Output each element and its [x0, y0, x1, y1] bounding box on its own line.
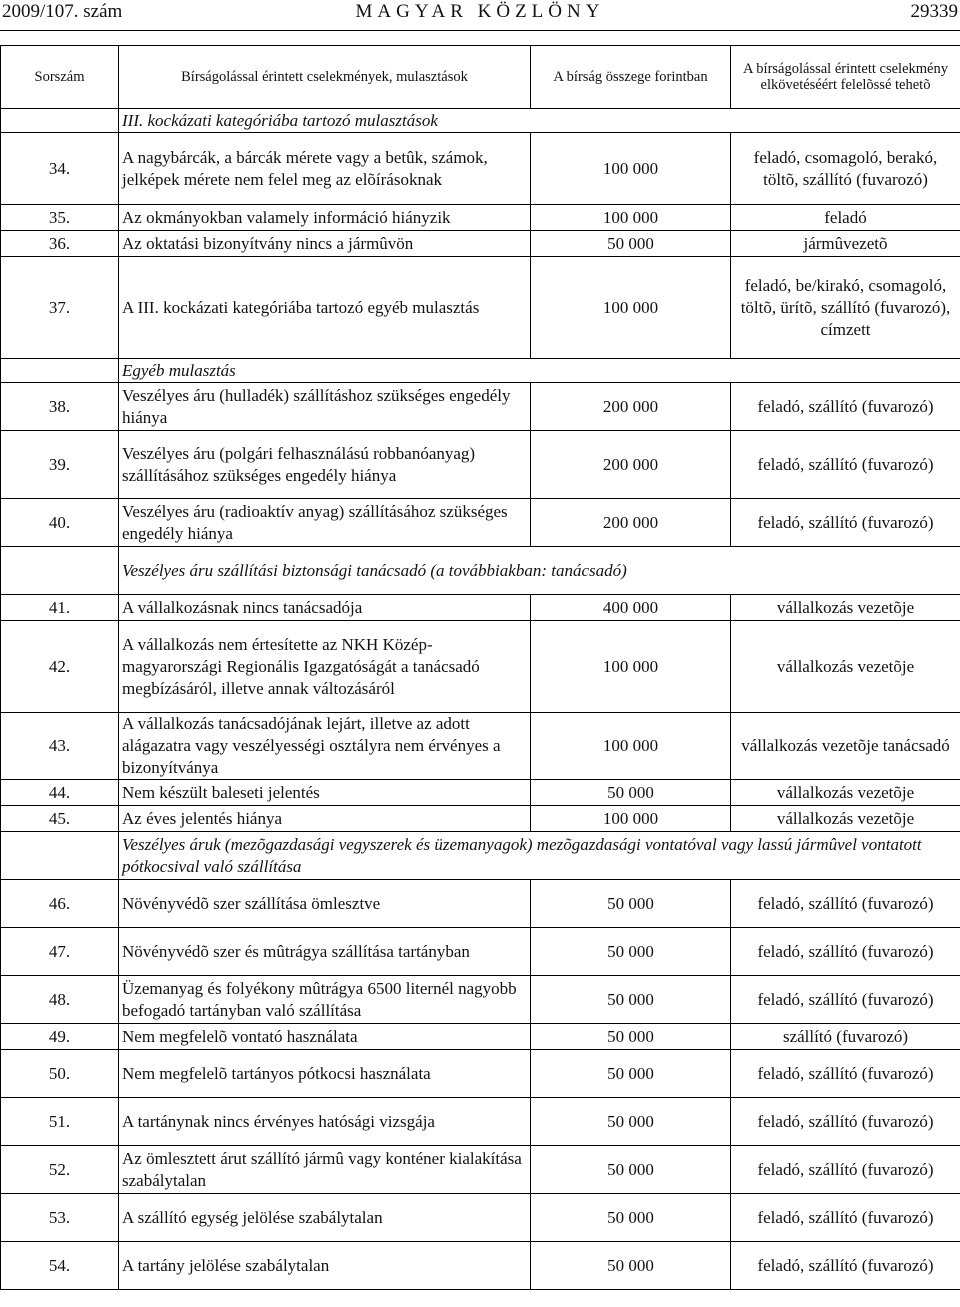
- row-responsible: feladó, szállító (fuvarozó): [731, 1194, 960, 1242]
- row-description: A vállalkozásnak nincs tanácsadója: [119, 595, 531, 621]
- row-number: 37.: [1, 257, 119, 359]
- row-number: 54.: [1, 1242, 119, 1290]
- row-number: 49.: [1, 1024, 119, 1050]
- table-row: [1, 1098, 960, 1146]
- row-number: 40.: [1, 499, 119, 547]
- table-row: [1, 713, 960, 780]
- row-amount: 50 000: [531, 1146, 731, 1194]
- issue-number: 2009/107. szám: [2, 1, 123, 22]
- table-row: [1, 431, 960, 499]
- row-responsible: feladó, szállító (fuvarozó): [731, 1050, 960, 1098]
- row-responsible: feladó, szállító (fuvarozó): [731, 431, 960, 499]
- row-amount: 50 000: [531, 1242, 731, 1290]
- table-row: [1, 1050, 960, 1098]
- section-row: [1, 109, 960, 133]
- table-row: [1, 1146, 960, 1194]
- row-number: 41.: [1, 595, 119, 621]
- row-description: Nem készült baleseti jelentés: [119, 780, 531, 806]
- row-responsible: jármûvezetõ: [731, 231, 960, 257]
- row-amount: 50 000: [531, 976, 731, 1024]
- table-row: [1, 806, 960, 832]
- row-responsible: feladó, szállító (fuvarozó): [731, 499, 960, 547]
- row-number: 48.: [1, 976, 119, 1024]
- section-num-cell: [1, 109, 119, 133]
- row-responsible: feladó: [731, 205, 960, 231]
- row-number: 50.: [1, 1050, 119, 1098]
- row-responsible: vállalkozás vezetõje: [731, 595, 960, 621]
- table-row: [1, 1194, 960, 1242]
- fines-table: [0, 45, 960, 1290]
- table-row: [1, 257, 960, 359]
- row-responsible: feladó, szállító (fuvarozó): [731, 1098, 960, 1146]
- section-title: Veszélyes áruk (mezõgazdasági vegyszerek és üzemanyagok) mezõgazdasági vontatóval vagy lassú jármûvel vontatott pótkocsival való szállítása: [119, 832, 960, 880]
- row-amount: 50 000: [531, 1194, 731, 1242]
- section-title: III. kockázati kategóriába tartozó mulasztások: [119, 109, 960, 133]
- table-row: [1, 1242, 960, 1290]
- row-responsible: feladó, szállító (fuvarozó): [731, 1146, 960, 1194]
- table-row: [1, 780, 960, 806]
- row-responsible: feladó, szállító (fuvarozó): [731, 976, 960, 1024]
- row-description: A tartány jelölése szabálytalan: [119, 1242, 531, 1290]
- row-responsible: feladó, szállító (fuvarozó): [731, 1242, 960, 1290]
- row-number: 51.: [1, 1098, 119, 1146]
- table-row: [1, 1024, 960, 1050]
- row-description: A vállalkozás nem értesítette az NKH Közép-magyarországi Regionális Igazgatóságát a tanácsadó megbízásáról, illetve annak változásáról: [119, 621, 531, 713]
- row-description: Növényvédõ szer és mûtrágya szállítása tartányban: [119, 928, 531, 976]
- table-row: [1, 133, 960, 205]
- row-amount: 100 000: [531, 621, 731, 713]
- row-number: 35.: [1, 205, 119, 231]
- section-num-cell: [1, 832, 119, 880]
- table-header-row: [1, 46, 960, 109]
- section-title: Veszélyes áru szállítási biztonsági tanácsadó (a továbbiakban: tanácsadó): [119, 547, 960, 595]
- row-amount: 400 000: [531, 595, 731, 621]
- row-description: Az ömlesztett árut szállító jármû vagy konténer kialakítása szabálytalan: [119, 1146, 531, 1194]
- table-body: [1, 109, 960, 1290]
- row-amount: 50 000: [531, 1098, 731, 1146]
- col-header-desc: Bírságolással érintett cselekmények, mulasztások: [119, 46, 531, 109]
- row-description: A III. kockázati kategóriába tartozó egyéb mulasztás: [119, 257, 531, 359]
- row-amount: 100 000: [531, 713, 731, 780]
- table-row: [1, 880, 960, 928]
- journal-title: MAGYAR KÖZLÖNY: [355, 1, 605, 22]
- row-responsible: vállalkozás vezetõje tanácsadó: [731, 713, 960, 780]
- row-number: 47.: [1, 928, 119, 976]
- row-number: 52.: [1, 1146, 119, 1194]
- row-number: 44.: [1, 780, 119, 806]
- col-header-amount: A bírság összege forintban: [531, 46, 731, 109]
- page-number: 29339: [910, 1, 958, 22]
- section-row: [1, 359, 960, 383]
- row-description: Veszélyes áru (hulladék) szállításhoz szükséges engedély hiánya: [119, 383, 531, 431]
- row-amount: 50 000: [531, 1050, 731, 1098]
- row-responsible: szállító (fuvarozó): [731, 1024, 960, 1050]
- section-row: [1, 547, 960, 595]
- row-amount: 100 000: [531, 133, 731, 205]
- col-header-resp: A bírságolással érintett cselekmény elkövetéséért felelõssé tehetõ: [731, 46, 960, 109]
- section-num-cell: [1, 547, 119, 595]
- row-amount: 50 000: [531, 231, 731, 257]
- row-description: A szállító egység jelölése szabálytalan: [119, 1194, 531, 1242]
- row-description: Az okmányokban valamely információ hiányzik: [119, 205, 531, 231]
- row-description: A nagybárcák, a bárcák mérete vagy a betûk, számok, jelképek mérete nem felel meg az elõírásoknak: [119, 133, 531, 205]
- table-row: [1, 383, 960, 431]
- row-responsible: feladó, be/kirakó, csomagoló, töltõ, ürítõ, szállító (fuvarozó), címzett: [731, 257, 960, 359]
- table-row: [1, 976, 960, 1024]
- row-amount: 100 000: [531, 205, 731, 231]
- section-num-cell: [1, 359, 119, 383]
- row-amount: 50 000: [531, 780, 731, 806]
- row-number: 45.: [1, 806, 119, 832]
- row-description: Veszélyes áru (radioaktív anyag) szállításához szükséges engedély hiánya: [119, 499, 531, 547]
- row-amount: 50 000: [531, 1024, 731, 1050]
- table-row: [1, 595, 960, 621]
- row-amount: 50 000: [531, 880, 731, 928]
- row-description: Nem megfelelõ vontató használata: [119, 1024, 531, 1050]
- table-row: [1, 928, 960, 976]
- row-description: A vállalkozás tanácsadójának lejárt, illetve az adott alágazatra vagy veszélyességi osztályra nem érvényes a bizonyítványa: [119, 713, 531, 780]
- row-description: A tartánynak nincs érvényes hatósági vizsgája: [119, 1098, 531, 1146]
- row-description: Növényvédõ szer szállítása ömlesztve: [119, 880, 531, 928]
- row-description: Nem megfelelõ tartányos pótkocsi használata: [119, 1050, 531, 1098]
- row-number: 46.: [1, 880, 119, 928]
- row-amount: 200 000: [531, 499, 731, 547]
- header-divider: [0, 30, 960, 31]
- row-amount: 100 000: [531, 257, 731, 359]
- row-responsible: feladó, szállító (fuvarozó): [731, 880, 960, 928]
- row-responsible: feladó, csomagoló, berakó, töltõ, szállító (fuvarozó): [731, 133, 960, 205]
- row-amount: 200 000: [531, 431, 731, 499]
- row-number: 34.: [1, 133, 119, 205]
- page-header: [0, 0, 960, 30]
- row-number: 43.: [1, 713, 119, 780]
- section-title: Egyéb mulasztás: [119, 359, 960, 383]
- table-row: [1, 621, 960, 713]
- row-number: 42.: [1, 621, 119, 713]
- col-header-num: Sorszám: [1, 46, 119, 109]
- row-number: 38.: [1, 383, 119, 431]
- row-number: 36.: [1, 231, 119, 257]
- row-amount: 100 000: [531, 806, 731, 832]
- row-description: Az oktatási bizonyítvány nincs a jármûvön: [119, 231, 531, 257]
- table-row: [1, 205, 960, 231]
- row-number: 53.: [1, 1194, 119, 1242]
- row-responsible: feladó, szállító (fuvarozó): [731, 928, 960, 976]
- row-amount: 200 000: [531, 383, 731, 431]
- row-description: Üzemanyag és folyékony mûtrágya 6500 liternél nagyobb befogadó tartányban való szállítása: [119, 976, 531, 1024]
- row-responsible: feladó, szállító (fuvarozó): [731, 383, 960, 431]
- row-responsible: vállalkozás vezetõje: [731, 806, 960, 832]
- row-responsible: vállalkozás vezetõje: [731, 780, 960, 806]
- row-number: 39.: [1, 431, 119, 499]
- row-description: Veszélyes áru (polgári felhasználású robbanóanyag) szállításához szükséges engedély hiánya: [119, 431, 531, 499]
- table-row: [1, 231, 960, 257]
- row-amount: 50 000: [531, 928, 731, 976]
- row-description: Az éves jelentés hiánya: [119, 806, 531, 832]
- table-row: [1, 499, 960, 547]
- section-row: [1, 832, 960, 880]
- row-responsible: vállalkozás vezetõje: [731, 621, 960, 713]
